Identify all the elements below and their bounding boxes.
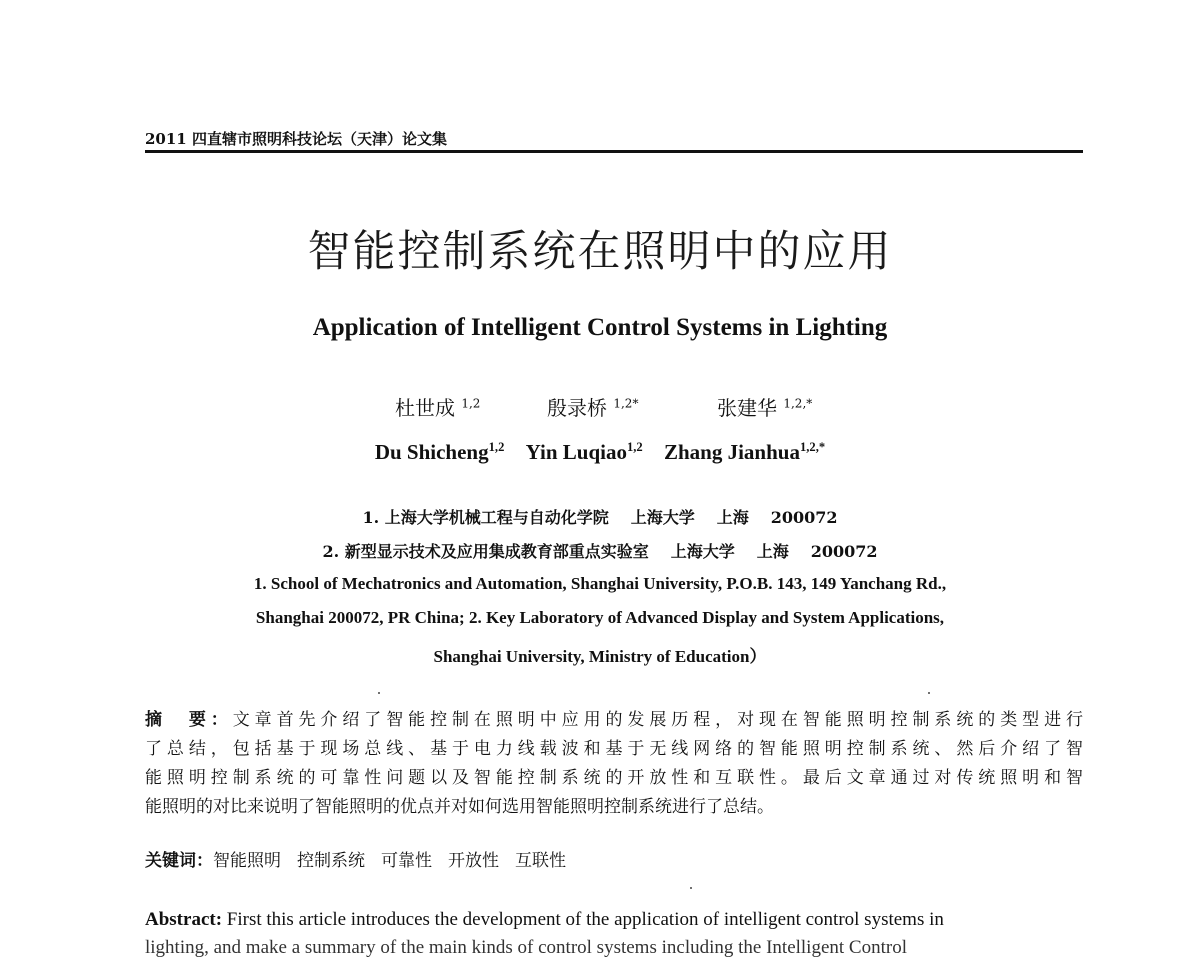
author-cn-3: 张建华 $^{1,2,*}$ (717, 396, 813, 420)
keyword: 控制系统 (297, 851, 365, 871)
title-chinese: 智能控制系统在照明中的应用 (307, 227, 893, 277)
author-en-2: Yin Luqiao$^{1,2}$ (525, 440, 643, 464)
abstract-cn-line-4: 能照明的对比来说明了智能照明的优点并对如何选用智能照明控制系统进行了总结。 (145, 797, 774, 817)
abstract-cn-line-3: 能照明控制系统的可靠性问题以及智能控制系统的开放性和互联性。最后文章通过对传统照明和智 (145, 768, 1083, 788)
abstract-en-line-1: Abstract: First this article introduces the development of the application of intelligent control systems in (145, 909, 944, 930)
authors-english (0, 440, 1200, 465)
abstract-cn-line-2: 了总结，包括基于现场总线、基于电力线载波和基于无线网络的智能照明控制系统、然后介绍了智 (145, 739, 1083, 759)
author-cn-2: 殷录桥 $^{1,2*}$ (547, 396, 639, 420)
affiliation-en-line-2: Shanghai 200072, PR China; 2. Key Laboratory of Advanced Display and System Applications, (255, 608, 945, 627)
affiliation-cn-1: 1. 上海大学机械工程与自动化学院 上海大学 上海 200072 (362, 508, 838, 527)
running-header: 2011 四直辖市照明科技论坛（天津）论文集 (145, 130, 447, 148)
scan-speck (378, 692, 380, 694)
keyword: 智能照明 (213, 851, 281, 871)
author-en-3: Zhang Jianhua$^{1,2,*}$ (663, 440, 826, 464)
affiliation-en-line-1: 1. School of Mechatronics and Automation, Shanghai University, P.O.B. 143, 149 Yanchang Rd., (253, 574, 947, 593)
keywords (145, 846, 582, 871)
author-cn-1: 杜世成 $^{1,2}$ (395, 396, 481, 420)
abstract-english (145, 906, 1083, 962)
affiliation-en-line-3: Shanghai University, Ministry of Education） (433, 647, 767, 666)
header-rule (145, 150, 1083, 153)
abstract-en-line-2: lighting, and make a summary of the main kinds of control systems including the Intelligent Control (145, 937, 907, 958)
author-en-1: Du Shicheng$^{1,2}$ (374, 440, 505, 464)
abstract-cn-line-1: 摘 要：文章首先介绍了智能控制在照明中应用的发展历程，对现在智能照明控制系统的类型进行 (145, 710, 1084, 730)
scan-speck (928, 692, 930, 694)
keyword: 可靠性 (381, 851, 432, 871)
keyword: 开放性 (448, 851, 499, 871)
title-english: Application of Intelligent Control Systems in Lighting (312, 314, 888, 341)
scan-speck (690, 887, 692, 889)
keyword: 互联性 (515, 851, 566, 871)
keywords-label: 关键词： (145, 851, 213, 871)
affiliation-cn-2: 2. 新型显示技术及应用集成教育部重点实验室 上海大学 上海 200072 (322, 542, 878, 561)
abstract-chinese (145, 706, 1083, 822)
